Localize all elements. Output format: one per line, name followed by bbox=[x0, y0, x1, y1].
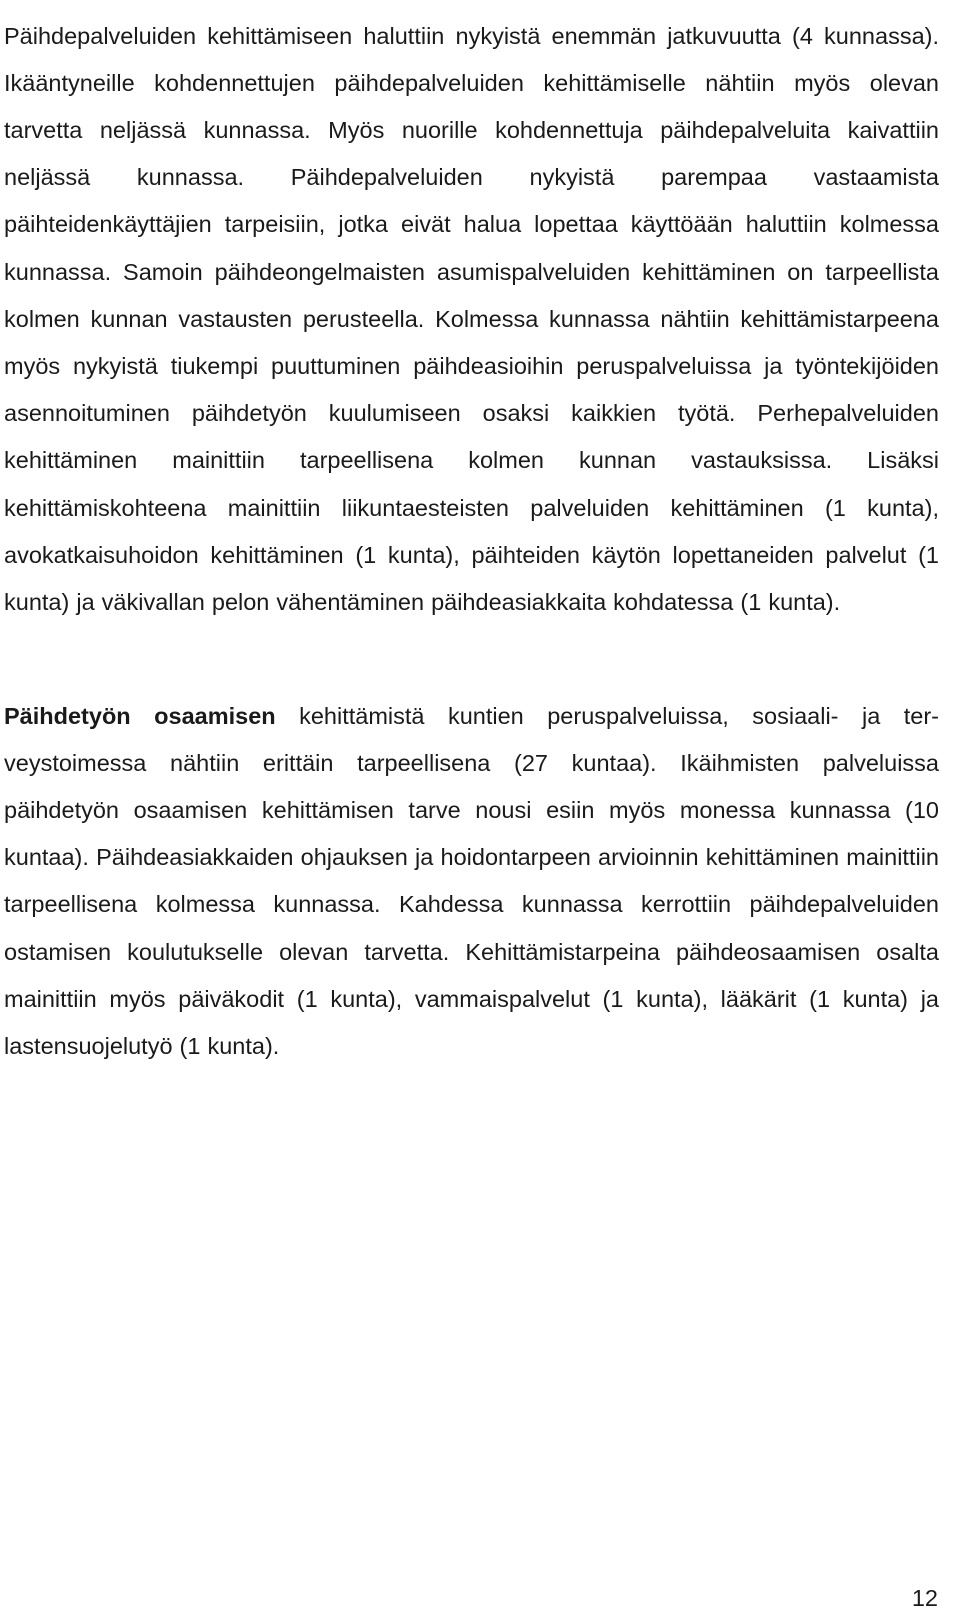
paragraph-2-bold-lead: Päihdetyön osaamisen bbox=[4, 702, 276, 729]
body-paragraph-1: Päihdepalveluiden kehittämiseen haluttiin nykyistä enemmän jatkuvuutta (4 kunnassa). Ikääntyneille kohdennettujen päihdepalveluiden kehittämiselle nähtiin myös olevan tarvetta neljässä kunnassa. Myös nuorille kohdennettuja päihdepalveluita kaivattiin neljässä kunnassa. Päihdepalveluiden nykyistä parempaa vastaamista päihteidenkäyttäjien tarpeisiin, jotka eivät halua lopettaa käyttöään haluttiin kolmessa kunnassa. Samoin päihdeongelmaisten asumispalveluiden kehittäminen on tarpeellista kolmen kunnan vastausten perusteella. Kolmessa kunnassa nähtiin kehittämistarpeena myös nykyistä tiukempi puuttuminen päihdeasioihin peruspalveluissa ja työntekijöiden asennoituminen päihdetyön kuulumiseen osaksi kaikkien työtä. Perhepalveluiden kehittäminen mainittiin tarpeellisena kolmen kunnan vastauksissa. Lisäksi kehittämiskohteena mainittiin liikuntaesteisten palveluiden kehittäminen (1 kunta), avokatkaisuhoidon kehittäminen (1 kunta), päihteiden käytön lopettaneiden palvelut (1 kunta) ja väkivallan pelon vähentäminen päihdeasiakkaita kohdatessa (1 kunta). bbox=[4, 22, 939, 615]
page-number: 12 bbox=[911, 1585, 938, 1611]
paragraph-2-text: kehittämistä kuntien peruspalveluissa, sosiaali- ja terveystoimessa nähtiin erittäin tarpeellisena (27 kuntaa). Ikäihmisten palveluissa päihdetyön osaamisen kehittämisen tarve nousi esiin myös monessa kunnassa (10 kuntaa). Päihdeasiakkaiden ohjauksen ja hoidontarpeen arvioinnin kehittäminen mainittiin tarpeellisena kolmessa kunnassa. Kahdessa kunnassa kerrottiin päihdepalveluiden ostamisen koulutukselle olevan tarvetta. Kehittämistarpeina päihdeosaamisen osalta mainittiin myös päiväkodit (1 kunta), vammaispalvelut (1 kunta), lääkärit (1 kunta) ja lastensuojelutyö (1 kunta). bbox=[4, 702, 939, 1059]
body-paragraph-2 bbox=[4, 693, 939, 1071]
